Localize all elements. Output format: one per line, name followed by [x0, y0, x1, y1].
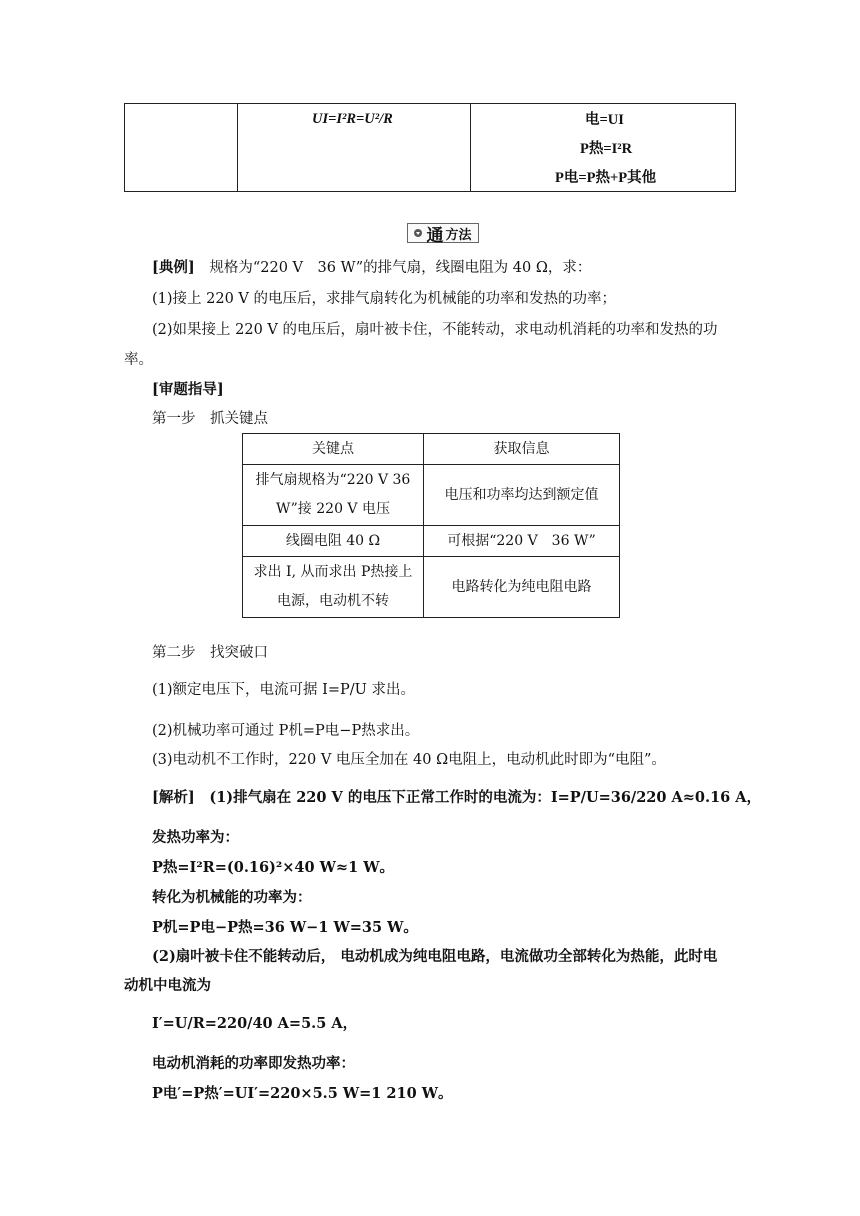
breakthrough-3: (3)电动机不工作时，220 V 电压全加在 40 Ω电阻上，电动机此时即为“电阻”。 — [152, 752, 666, 768]
table-cell: 求出 I, 从而求出 P热接上电源，电动机不转 — [243, 557, 424, 618]
badge-big-char: 通 — [426, 225, 444, 246]
solution-line-9: P电′=P热′=UI′=220×5.5 W=1 210 W。 — [152, 1085, 453, 1102]
solution-line-6b: 动机中电流为 — [124, 977, 211, 994]
table-cell: 排气扇规格为“220 V 36 W”接 220 V 电压 — [243, 465, 424, 526]
step-2: 第二步 找突破口 — [152, 645, 268, 661]
right-line-3 — [555, 166, 656, 187]
right-line-3-text: P电=P热+P其他 — [555, 170, 657, 186]
table-row — [243, 526, 620, 557]
right-line-2 — [580, 137, 632, 158]
right-line-1-text: 电=UI — [585, 112, 624, 128]
table-cell: 电路转化为纯电阻电路 — [424, 557, 620, 618]
right-line-2-text: P热=I²R — [580, 141, 633, 157]
mid-formula-text: UI=I²R=U²/R — [312, 111, 393, 127]
right-line-1 — [585, 108, 624, 129]
chevron-down-icon — [414, 229, 422, 237]
breakthrough-2: (2)机械功率可通过 P机=P电−P热求出。 — [152, 723, 420, 739]
solution-line-6a: (2)扇叶被卡住不能转动后， 电动机成为纯电阻电路，电流做功全部转化为热能，此时电 — [152, 948, 718, 965]
method-section-badge — [407, 223, 479, 246]
guide-title: [审题指导] — [152, 381, 224, 398]
solution-line-8: 电动机消耗的功率即发热功率： — [152, 1055, 355, 1072]
breakthrough-1: (1)额定电压下，电流可据 I=P/U 求出。 — [152, 682, 415, 698]
table-cell: 电压和功率均达到额定值 — [424, 465, 620, 526]
table-row — [243, 434, 620, 465]
solution-tag: [解析] — [152, 789, 195, 806]
table-header: 获取信息 — [424, 434, 620, 465]
example-q2-line2: 率。 — [124, 352, 153, 368]
table-row — [243, 557, 620, 618]
solution-line-7: I′=U/R=220/40 A=5.5 A， — [152, 1015, 358, 1032]
solution-line-4: 转化为机械能的功率为： — [152, 889, 312, 906]
solution-line-3: P热=I²R=(0.16)²×40 W≈1 W。 — [152, 859, 395, 876]
example-q1: (1)接上 220 V 的电压后，求排气扇转化为机械能的功率和发热的功率； — [152, 291, 617, 307]
key-points-table — [242, 433, 620, 618]
example-q2-line1: (2)如果接上 220 V 的电压后，扇叶被卡住，不能转动，求电动机消耗的功率和发热的功 — [152, 322, 718, 338]
example-text: 规格为“220 V 36 W”的排气扇，线圈电阻为 40 Ω，求： — [209, 260, 592, 276]
badge-text: 方法 — [445, 227, 472, 243]
table-divider — [237, 104, 238, 191]
table-cell: 线圈电阻 40 Ω — [243, 526, 424, 557]
solution-line-1 — [152, 786, 761, 807]
table-header: 关键点 — [243, 434, 424, 465]
mid-formula — [312, 110, 393, 128]
table-row — [243, 465, 620, 526]
solution-line-5: P机=P电−P热=36 W−1 W=35 W。 — [152, 919, 418, 936]
example-line — [152, 256, 591, 277]
solution-text-1: (1)排气扇在 220 V 的电压下正常工作时的电流为：I=P/U=36/220 A≈0.16 A， — [209, 789, 762, 806]
step-1: 第一步 抓关键点 — [152, 411, 268, 427]
example-tag: [典例] — [152, 259, 195, 276]
solution-line-2: 发热功率为： — [152, 829, 239, 846]
table-cell: 可根据“220 V 36 W” — [424, 526, 620, 557]
table-divider — [470, 104, 471, 191]
